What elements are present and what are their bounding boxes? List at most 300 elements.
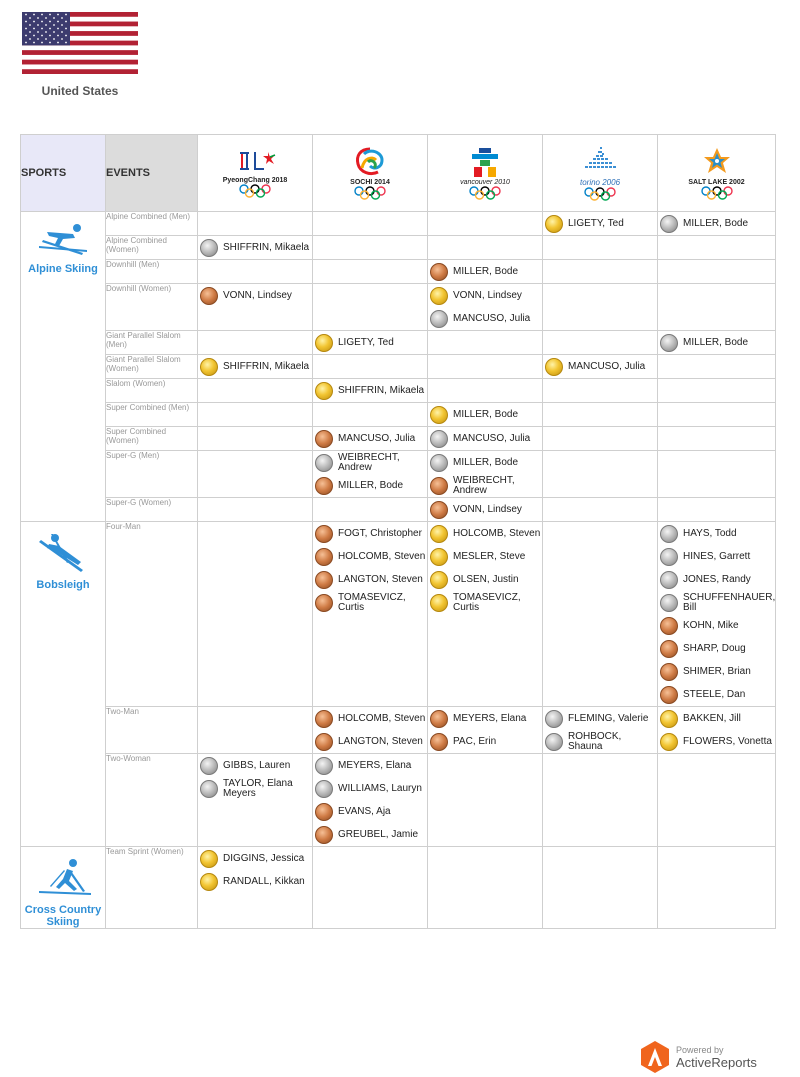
athlete-name: MEYERS, Elana [453,712,527,724]
medal-cell [428,260,543,284]
game-name: torino 2006 [579,178,621,187]
empty-slot [313,260,427,283]
empty-slot [198,379,312,402]
bronze-medal-icon [660,640,678,658]
gold-medal-icon [660,733,678,751]
medal-cell [543,355,658,379]
medal-cell [543,427,658,451]
event-row [21,847,776,929]
medal-entry [543,730,657,753]
medal-entry [428,427,542,450]
empty-slot [313,498,427,521]
athlete-name: WILLIAMS, Lauryn [338,782,422,794]
medal-cell [543,260,658,284]
medal-cell [543,847,658,929]
event-row [21,379,776,403]
silver-medal-icon [660,571,678,589]
empty-slot [658,847,775,870]
medal-cell [198,522,313,707]
medal-cell [198,236,313,260]
medal-entry [313,379,427,402]
medal-cell [658,451,776,498]
medal-cell [198,284,313,331]
medal-entry [313,730,427,753]
medal-entry [198,754,312,777]
silver-medal-icon [315,780,333,798]
sport-cell [21,522,106,847]
game-name: vancouver 2010 [460,179,510,186]
silver-medal-icon [660,215,678,233]
silver-medal-icon [660,548,678,566]
medal-entry [543,355,657,378]
medal-entry [198,355,312,378]
event-row [21,212,776,236]
sport-label: Cross Country Skiing [24,904,102,928]
athlete-name: LIGETY, Ted [338,336,394,348]
medal-entry [543,212,657,235]
medal-cell [313,355,428,379]
event-row [21,355,776,379]
empty-slot [658,403,775,426]
bronze-medal-icon [315,548,333,566]
event-row [21,707,776,754]
cross-country-skiing-icon [33,857,93,902]
silver-medal-icon [545,733,563,751]
medal-cell [658,427,776,451]
medal-entry [313,522,427,545]
sport-label: Alpine Skiing [28,263,98,275]
medal-cell [198,754,313,847]
medal-cell [428,847,543,929]
athlete-name: VONN, Lindsey [453,503,522,515]
empty-slot [658,451,775,474]
medal-cell [543,522,658,707]
powered-by-activereports[interactable] [640,1040,757,1074]
medal-entry [658,730,775,753]
activereports-logo-icon [640,1040,670,1074]
athlete-name: MILLER, Bode [338,479,404,491]
athlete-name: PAC, Erin [453,735,497,747]
medal-entry [313,427,427,450]
medal-cell [658,707,776,754]
sport-cell [21,847,106,929]
medal-cell [313,451,428,498]
empty-slot [658,427,775,450]
product-name: ActiveReports [676,1054,757,1070]
event-name: Super-G (Men) [106,451,198,498]
medal-cell [313,522,428,707]
bronze-medal-icon [660,663,678,681]
medal-cell [543,451,658,498]
medal-cell [658,236,776,260]
athlete-name: BAKKEN, Jill [683,712,741,724]
medal-entry [198,236,312,259]
gold-medal-icon [430,571,448,589]
medal-cell [428,754,543,847]
alpine-skiing-icon [33,222,93,261]
medal-cell [658,284,776,331]
medal-entry [313,754,427,777]
gold-medal-icon [200,873,218,891]
empty-slot [543,403,657,426]
medal-cell [658,498,776,522]
medal-cell [313,707,428,754]
medal-entry [658,591,775,614]
athlete-name: GREUBEL, Jamie [338,828,419,840]
event-name: Slalom (Women) [106,379,198,403]
athlete-name: HOLCOMB, Steven [453,527,541,539]
athlete-name: LANGTON, Steven [338,735,423,747]
medal-cell [543,331,658,355]
bronze-medal-icon [430,477,448,495]
medal-cell [428,331,543,355]
athlete-name: WEIBRECHT, Andrew [453,474,515,496]
medal-entry [428,284,542,307]
athlete-name: WEIBRECHT, Andrew [338,451,400,473]
bronze-medal-icon [315,477,333,495]
medal-cell [198,403,313,427]
medal-cell [543,403,658,427]
empty-slot [658,498,775,521]
bronze-medal-icon [430,710,448,728]
gold-medal-icon [430,548,448,566]
empty-slot [313,403,427,426]
olympic-rings-icon [583,187,617,201]
athlete-name: GIBBS, Lauren [223,759,291,771]
medal-cell [543,754,658,847]
medal-cell [313,403,428,427]
bronze-medal-icon [200,287,218,305]
olympic-rings-icon [700,186,734,200]
medal-cell [428,427,543,451]
empty-slot [198,427,312,450]
silver-medal-icon [430,310,448,328]
silver-medal-icon [200,757,218,775]
gold-medal-icon [315,334,333,352]
silver-medal-icon [660,334,678,352]
event-row [21,498,776,522]
sochi-logo-icon [350,146,390,178]
medal-cell [313,284,428,331]
empty-slot [313,284,427,307]
empty-slot [543,451,657,474]
athlete-name: SHIFFRIN, Mikaela [223,360,310,372]
medal-cell [198,707,313,754]
athlete-name: JONES, Randy [683,573,751,585]
bronze-medal-icon [315,710,333,728]
medal-entry [658,331,775,354]
bronze-medal-icon [315,594,333,612]
country-name: United States [41,84,119,98]
medal-entry [658,522,775,545]
medal-cell [428,355,543,379]
athlete-name: VONN, Lindsey [223,289,292,301]
medal-cell [658,355,776,379]
event-name: Four-Man [106,522,198,707]
empty-slot [198,707,312,730]
empty-slot [428,331,542,354]
medal-cell [198,331,313,355]
event-row [21,284,776,331]
game-header-vancouver-2010 [428,135,543,212]
athlete-name: RANDALL, Kikkan [223,875,305,887]
pyeongchang-logo-icon [230,148,280,176]
medal-cell [543,236,658,260]
sport-cell [21,212,106,522]
athlete-name: LANGTON, Steven [338,573,423,585]
athlete-name: HOLCOMB, Steven [338,712,426,724]
game-name: PyeongChang 2018 [222,177,288,184]
athlete-name: OLSEN, Justin [453,573,519,585]
medal-entry [313,568,427,591]
bobsleigh-icon [33,532,93,577]
bronze-medal-icon [315,430,333,448]
athlete-name: MANCUSO, Julia [568,360,646,372]
medal-cell [198,379,313,403]
athlete-name: EVANS, Aja [338,805,391,817]
athlete-name: FLEMING, Valerie [568,712,649,724]
sport-inner [21,522,105,591]
medal-entry [313,823,427,846]
game-header-pyeongchang-2018 [198,135,313,212]
athlete-name: DIGGINS, Jessica [223,852,305,864]
athlete-name: STEELE, Dan [683,688,746,700]
medal-cell [198,847,313,929]
athlete-name: SHARP, Doug [683,642,746,654]
empty-slot [658,260,775,283]
medal-cell [313,379,428,403]
silver-medal-icon [315,454,333,472]
events-header: EVENTS [106,135,198,212]
empty-slot [428,754,542,777]
athlete-name: FOGT, Christopher [338,527,422,539]
silver-medal-icon [430,454,448,472]
game-name: SALT LAKE 2002 [688,179,745,186]
medal-entry [313,591,427,614]
medal-cell [428,403,543,427]
medal-cell [428,212,543,236]
bronze-medal-icon [660,686,678,704]
bronze-medal-icon [430,733,448,751]
medal-cell [658,522,776,707]
medal-cell [543,212,658,236]
silver-medal-icon [660,525,678,543]
empty-slot [658,236,775,259]
medal-entry [428,474,542,497]
game-header-sochi-2014 [313,135,428,212]
sport-inner [21,847,105,928]
empty-slot [658,284,775,307]
athlete-name: MILLER, Bode [453,408,519,420]
event-row [21,754,776,847]
empty-slot [428,379,542,402]
athlete-name: MEYERS, Elana [338,759,412,771]
empty-slot [543,260,657,283]
medal-cell [313,236,428,260]
empty-slot [313,355,427,378]
event-row [21,236,776,260]
sports-header: SPORTS [21,135,106,212]
medal-cell [658,260,776,284]
athlete-name: MANCUSO, Julia [453,312,531,324]
event-name: Super Combined (Women) [106,427,198,451]
athlete-name: SHIMER, Brian [683,665,751,677]
medal-entry [658,568,775,591]
medal-cell [198,212,313,236]
powered-by-label: Powered by [676,1044,724,1055]
salt-lake-snowflake-logo-icon [697,146,737,178]
medal-entry [658,212,775,235]
empty-slot [658,355,775,378]
event-row [21,403,776,427]
event-name: Giant Parallel Slalom (Women) [106,355,198,379]
empty-slot [198,498,312,521]
medal-entry [428,545,542,568]
medal-cell [313,260,428,284]
silver-medal-icon [430,430,448,448]
vancouver-inukshuk-logo-icon [468,146,502,178]
medal-entry [313,451,427,474]
athlete-name: HINES, Garrett [683,550,751,562]
empty-slot [428,212,542,235]
medal-entry [658,545,775,568]
medal-entry [313,545,427,568]
athlete-name: KOHN, Mike [683,619,739,631]
empty-slot [428,847,542,870]
silver-medal-icon [200,780,218,798]
torino-mole-logo-icon [575,145,625,177]
athlete-name: ROHBOCK, Shauna [568,730,622,752]
event-name: Alpine Combined (Men) [106,212,198,236]
gold-medal-icon [545,358,563,376]
empty-slot [543,847,657,870]
medal-entry [658,660,775,683]
athlete-name: MILLER, Bode [453,265,519,277]
event-name: Giant Parallel Slalom (Men) [106,331,198,355]
gold-medal-icon [660,710,678,728]
event-name: Downhill (Women) [106,284,198,331]
game-name: SOCHI 2014 [350,179,390,186]
event-name: Super Combined (Men) [106,403,198,427]
event-row [21,331,776,355]
gold-medal-icon [430,594,448,612]
medal-cell [313,754,428,847]
medal-cell [198,427,313,451]
athlete-name: LIGETY, Ted [568,217,624,229]
empty-slot [198,403,312,426]
medal-entry [658,707,775,730]
medal-entry [198,284,312,307]
medal-entry [428,307,542,330]
game-header-salt-lake-2002 [658,135,776,212]
gold-medal-icon [430,406,448,424]
bronze-medal-icon [315,571,333,589]
medal-entry [658,637,775,660]
medal-cell [428,707,543,754]
event-name: Team Sprint (Women) [106,847,198,929]
empty-slot [428,236,542,259]
medal-cell [198,498,313,522]
medal-cell [428,451,543,498]
medal-entry [428,498,542,521]
medal-entry [428,730,542,753]
medal-entry [313,777,427,800]
athlete-name: SHIFFRIN, Mikaela [223,241,310,253]
empty-slot [198,212,312,235]
medal-cell [428,236,543,260]
empty-slot [313,236,427,259]
athlete-name: HAYS, Todd [683,527,737,539]
medal-cell [543,707,658,754]
athlete-name: HOLCOMB, Steven [338,550,426,562]
medal-entry [313,331,427,354]
medal-entry [428,591,542,614]
bronze-medal-icon [660,617,678,635]
medal-cell [428,498,543,522]
medal-entry [198,847,312,870]
medal-cell [658,403,776,427]
athlete-name: MANCUSO, Julia [453,432,531,444]
olympic-rings-icon [353,186,387,200]
medal-cell [543,379,658,403]
empty-slot [543,379,657,402]
empty-slot [543,522,657,545]
medal-cell [428,379,543,403]
athlete-name: MILLER, Bode [683,217,749,229]
medal-cell [658,331,776,355]
empty-slot [198,522,312,545]
medal-cell [313,212,428,236]
medal-cell [543,284,658,331]
bronze-medal-icon [315,525,333,543]
medal-cell [313,847,428,929]
bronze-medal-icon [315,803,333,821]
event-row [21,427,776,451]
sport-label: Bobsleigh [36,579,90,591]
silver-medal-icon [200,239,218,257]
medal-cell [198,355,313,379]
medal-cell [428,522,543,707]
athlete-name: VONN, Lindsey [453,289,522,301]
medal-cell [543,498,658,522]
bronze-medal-icon [430,501,448,519]
medal-entry [543,707,657,730]
medal-entry [198,777,312,800]
empty-slot [198,331,312,354]
bronze-medal-icon [315,826,333,844]
event-name: Downhill (Men) [106,260,198,284]
olympic-rings-icon [238,184,272,198]
medal-entry [658,683,775,706]
medal-cell [658,379,776,403]
silver-medal-icon [660,594,678,612]
empty-slot [428,355,542,378]
medal-entry [313,474,427,497]
gold-medal-icon [430,525,448,543]
medal-entry [658,614,775,637]
olympic-rings-icon [468,186,502,200]
medal-entry [313,800,427,823]
us-flag-icon [22,12,138,74]
empty-slot [313,847,427,870]
athlete-name: TOMASEVICZ, Curtis [338,591,406,613]
medal-entry [428,568,542,591]
sport-inner [21,212,105,275]
medal-cell [313,498,428,522]
medal-cell [198,260,313,284]
empty-slot [543,284,657,307]
athlete-name: TAYLOR, Elana Meyers [223,777,293,799]
